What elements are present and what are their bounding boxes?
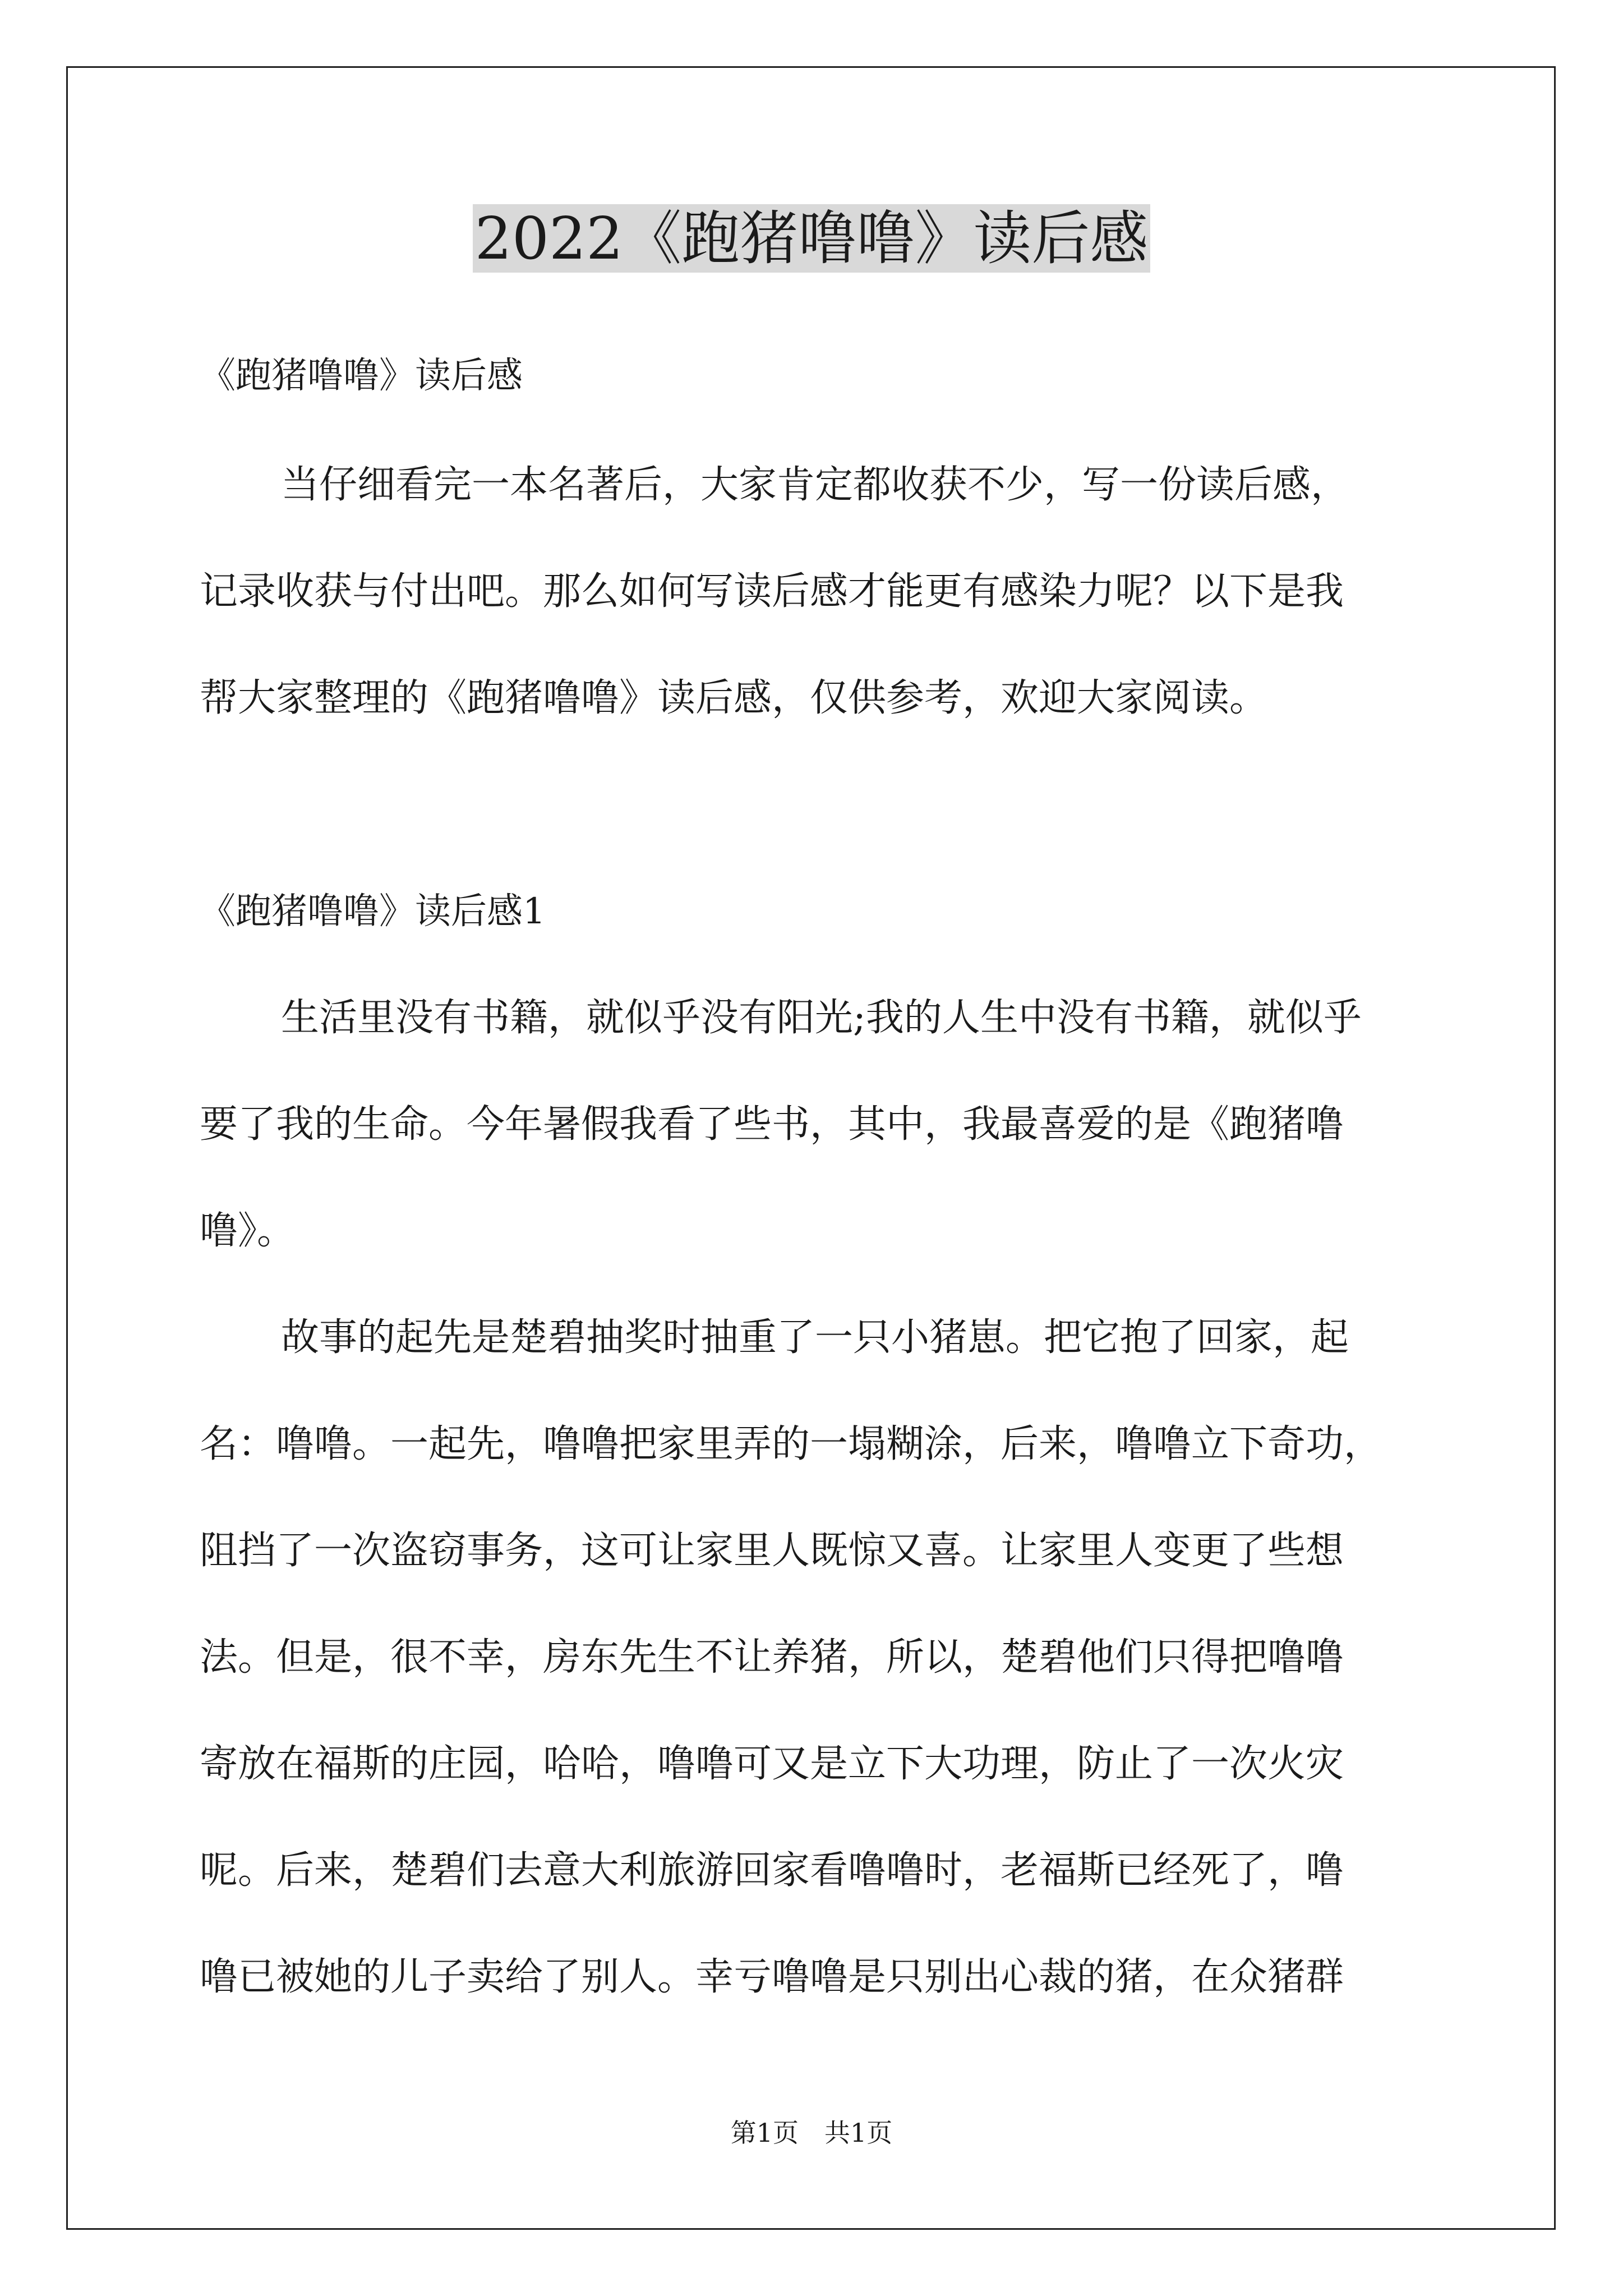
intro-line: 记录收获与付出吧。那么如何写读后感才能更有感染力呢？以下是我 [200,569,1344,614]
title-text: 2022《跑猪噜噜》读后感 [473,204,1151,273]
paragraph-line: 名：噜噜。一起先，噜噜把家里弄的一塌糊涂，后来，噜噜立下奇功， [200,1422,1382,1466]
section-heading-intro: 《跑猪噜噜》读后感 [200,355,523,397]
paragraph-line: 噜》。 [200,1209,296,1253]
page-footer: 第1页 共1页 [730,2118,893,2148]
document-title [0,199,1623,278]
section-heading-1: 《跑猪噜噜》读后感1 [200,891,546,932]
paragraph-line: 阻挡了一次盗窃事务，这可让家里人既惊又喜。让家里人变更了些想 [200,1529,1344,1573]
intro-line: 帮大家整理的《跑猪噜噜》读后感，仅供参考，欢迎大家阅读。 [200,676,1268,720]
paragraph-line: 法。但是，很不幸，房东先生不让养猪，所以，楚碧他们只得把噜噜 [200,1635,1344,1680]
paragraph-line: 故事的起先是楚碧抽奖时抽重了一只小猪崽。把它抱了回家，起 [281,1315,1349,1360]
paragraph-line: 噜已被她的儿子卖给了别人。幸亏噜噜是只别出心裁的猪，在众猪群 [200,1955,1344,1999]
intro-line: 当仔细看完一本名著后，大家肯定都收获不少，写一份读后感， [281,463,1349,507]
paragraph-line: 呢。后来，楚碧们去意大利旅游回家看噜噜时，老福斯已经死了，噜 [200,1848,1344,1893]
paragraph-line: 寄放在福斯的庄园，哈哈，噜噜可又是立下大功理，防止了一次火灾 [200,1742,1344,1786]
paragraph-line: 要了我的生命。今年暑假我看了些书，其中，我最喜爱的是《跑猪噜 [200,1102,1344,1147]
paragraph-line: 生活里没有书籍，就似乎没有阳光;我的人生中没有书籍，就似乎 [281,996,1362,1040]
